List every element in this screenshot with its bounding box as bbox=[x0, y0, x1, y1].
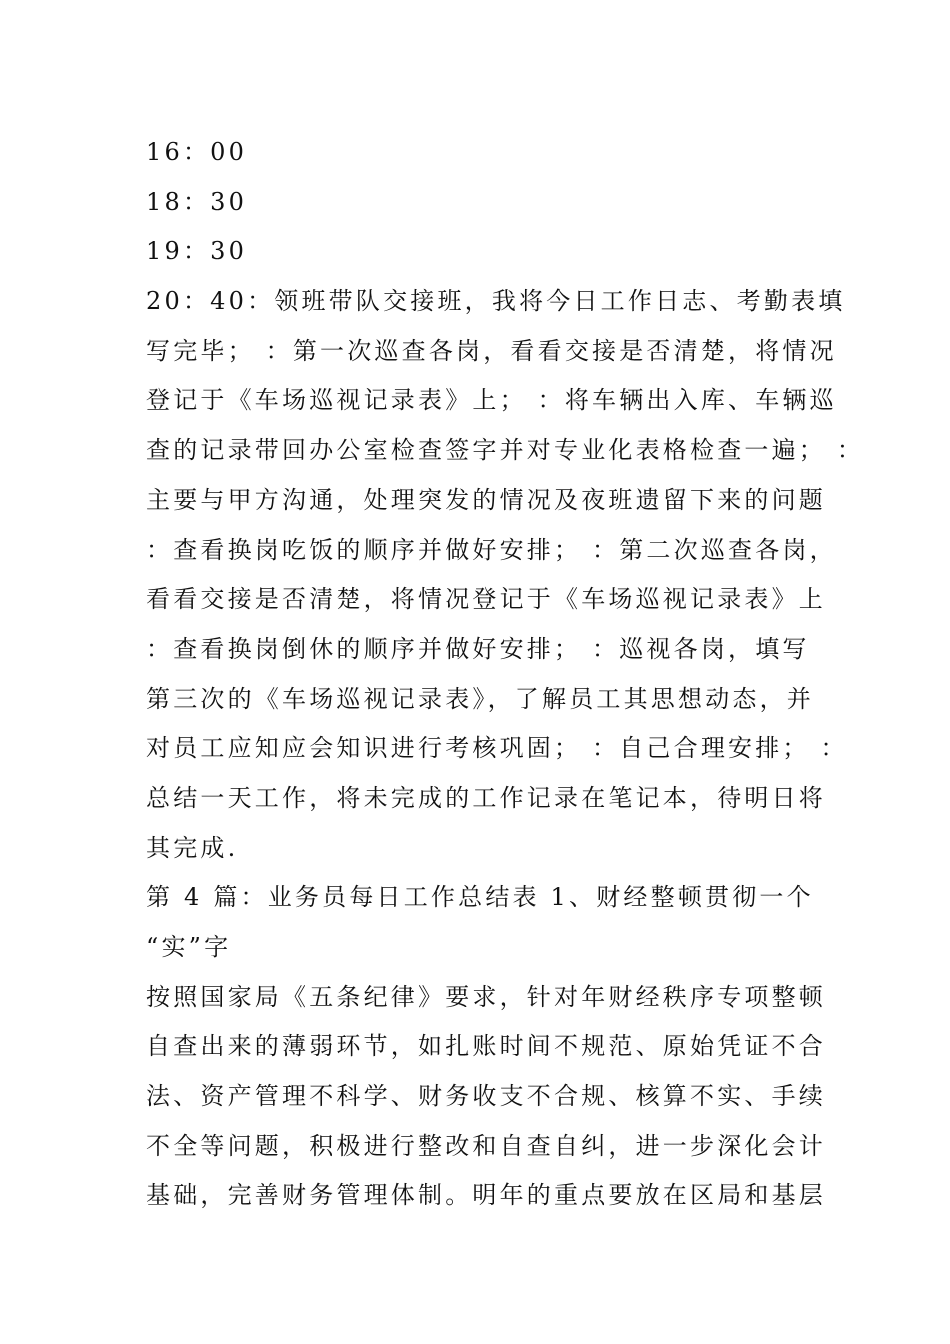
text-line: 写完毕； ：第一次巡查各岗，看看交接是否清楚，将情况 bbox=[146, 336, 837, 365]
text-line: ：查看换岗吃饭的顺序并做好安排； ：第二次巡查各岗， bbox=[146, 535, 837, 564]
text-line: 对员工应知应会知识进行考核巩固； ：自己合理安排； ： bbox=[146, 734, 848, 763]
text-line: 主要与甲方沟通，处理突发的情况及夜班遗留下来的问题 bbox=[146, 485, 826, 514]
text-line: 18：30 bbox=[146, 187, 248, 216]
text-line: 其完成. bbox=[146, 833, 239, 862]
text-line: 第三次的《车场巡视记录表》，了解员工其思想动态，并 bbox=[146, 684, 814, 713]
text-line: 不全等问题，积极进行整改和自查自纠，进一步深化会计 bbox=[146, 1131, 826, 1160]
text-line: 按照国家局《五条纪律》要求，针对年财经秩序专项整顿 bbox=[146, 982, 826, 1011]
text-line: 20：40：领班带队交接班，我将今日工作日志、考勤表填 bbox=[146, 287, 846, 316]
section-heading-line: 第 4 篇：业务员每日工作总结表 1、财经整顿贯彻一个 bbox=[146, 883, 814, 912]
text-line: ：查看换岗倒休的顺序并做好安排； ：巡视各岗，填写 bbox=[146, 634, 810, 663]
text-line: 16：00 bbox=[146, 138, 248, 166]
section-heading-line: “实”字 bbox=[146, 933, 232, 961]
document-body bbox=[146, 128, 865, 1221]
text-line: 登记于《车场巡视记录表》上； ：将车辆出入库、车辆巡 bbox=[146, 386, 837, 415]
text-line: 看看交接是否清楚，将情况登记于《车场巡视记录表》上 bbox=[146, 585, 826, 614]
text-line: 自查出来的薄弱环节，如扎账时间不规范、原始凭证不合 bbox=[146, 1032, 826, 1061]
text-line: 基础，完善财务管理体制。明年的重点要放在区局和基层 bbox=[146, 1181, 826, 1210]
text-line: 法、资产管理不科学、财务收支不合规、核算不实、手续 bbox=[146, 1082, 826, 1111]
text-line: 查的记录带回办公室检查签字并对专业化表格检查一遍； ： bbox=[146, 436, 865, 465]
text-line: 19：30 bbox=[146, 237, 248, 266]
text-line: 总结一天工作，将未完成的工作记录在笔记本，待明日将 bbox=[146, 783, 826, 812]
